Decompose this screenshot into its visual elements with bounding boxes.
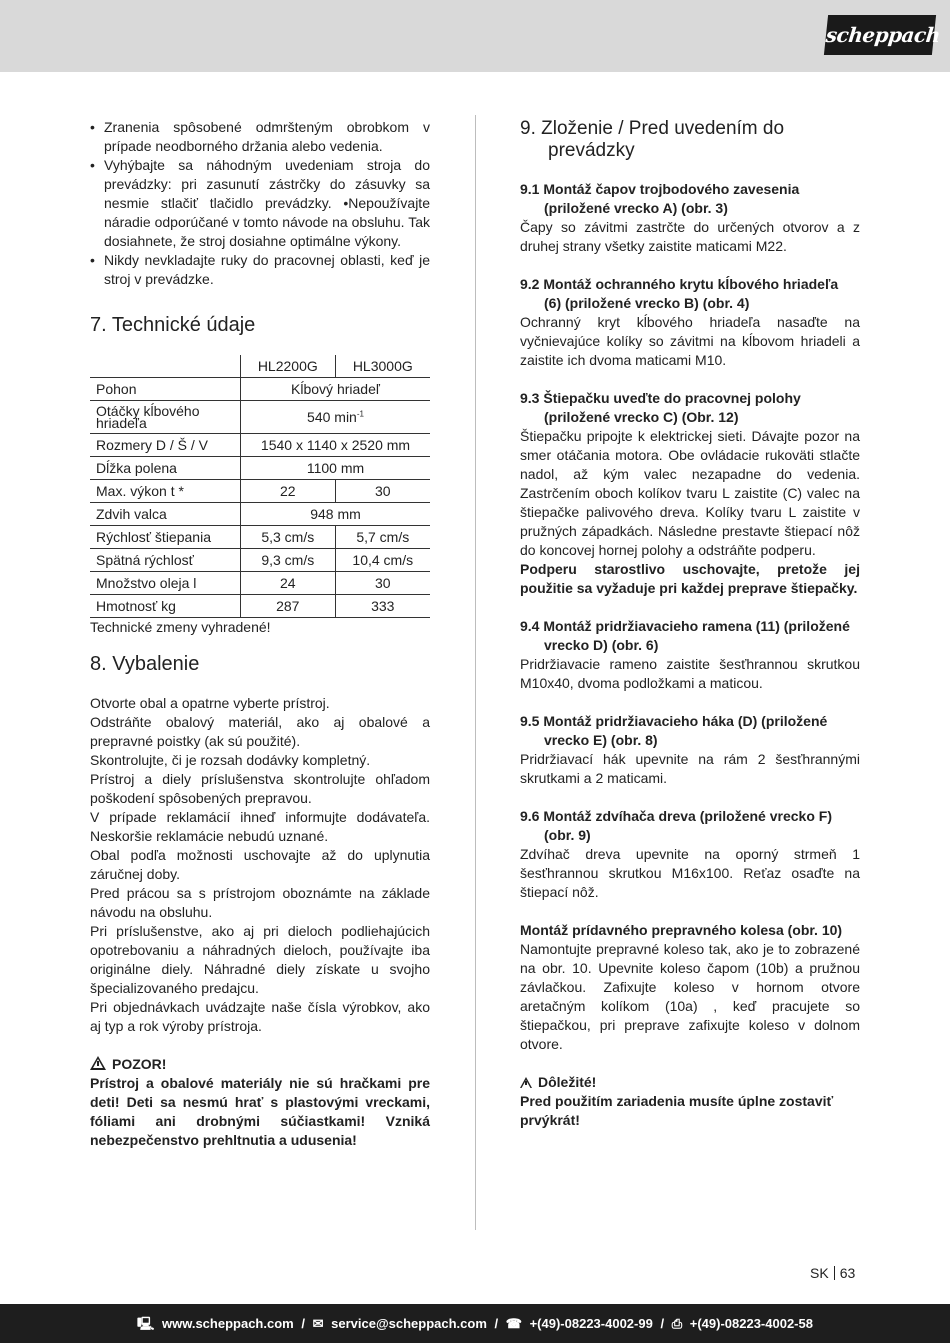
subsection-title-cont: (obr. 9) <box>544 827 591 843</box>
paragraph: Odstráňte obalový materiál, ako aj obalové a prepravné poistky (ak sú použité). <box>90 714 430 749</box>
warning-text: Prístroj a obalové materiály nie sú hračkami pre deti! Deti sa nesmú hrať s plastovými vreckami, fóliami ani drobnými súčiastkami! Vzniká nebezpečenstvo prehltnutia a udusenia! <box>90 1075 430 1148</box>
bold-note: Podperu starostlivo uschovajte, pretože jej použitie sa vyžaduje pri každej preprave štiepačky. <box>520 561 860 596</box>
subsection-9-4 <box>520 617 860 693</box>
paragraph: Pred prácou sa s prístrojom oboznámte na základe návodu na obsluhu. <box>90 885 430 920</box>
paragraph: Skontrolujte, či je rozsah dodávky kompletný. <box>90 752 371 768</box>
table-header-row <box>90 355 430 378</box>
page-footer: 🖳 www.scheppach.com / ✉ service@scheppach.com / ☎ +(49)-08223-4002-99 / ⎙ +(49)-08223-4002-58 <box>0 1304 950 1343</box>
language-code: SK <box>810 1265 829 1281</box>
subsection-9-6 <box>520 807 860 902</box>
list-item: • Vyhýbajte sa náhodným uvedeniam stroja do prevádzky: pri zasunutí zástrčky do zásuvky sa nesmie stlačiť tlačidlo prevádzky. •Nepoužívajte náradie odporúčané v tomto návode na obsluhu. Tak dosiahnete, že stroj dosiahne optimálne výkony. <box>90 156 430 251</box>
transport-wheel-section <box>520 921 860 1054</box>
subsection-title: 9.6 Montáž zdvíhača dreva (priložené vrecko F) <box>520 808 832 824</box>
column-header-hl2200g: HL2200G <box>241 355 336 378</box>
subsection-title: 9.2 Montáž ochranného krytu kĺbového hriadeľa <box>520 276 839 292</box>
table-row: Pohon Kĺbový hriadeľ <box>90 378 430 401</box>
paragraph: Pri príslušenstve, ako aj pri dieloch podliehajúcich opotrebovaniu a náhradných dieloch, používajte iba originálne diely. Náhradné diely získate u svojho špecializovaného predajcu. <box>90 923 430 996</box>
subsection-title-cont: vrecko E) (obr. 8) <box>544 732 658 748</box>
page-number <box>810 1265 855 1281</box>
warning-triangle-icon <box>520 1077 532 1088</box>
subsection-title-cont: (6) (priložené vrecko B) (obr. 4) <box>544 295 750 311</box>
subsection-9-3 <box>520 389 860 598</box>
subsection-title-cont: (priložené vrecko A) (obr. 3) <box>544 200 728 216</box>
important-text: Pred použitím zariadenia musíte úplne zostaviť prvýkrát! <box>520 1093 834 1128</box>
section-9-heading: 9. Zloženie / Pred uvedením do prevádzky <box>520 118 785 161</box>
list-item: • Nikdy nevkladajte ruky do pracovnej oblasti, keď je stroj v prevádzke. <box>90 251 430 289</box>
email-link[interactable]: service@scheppach.com <box>331 1316 487 1331</box>
subsection-9-1 <box>520 180 860 256</box>
paragraph: V prípade reklamácií ihneď informujte dodávateľa. Neskoršie reklamácie nebudú uznané. <box>90 809 430 844</box>
brand-logo: scheppach <box>824 15 936 55</box>
paragraph: Otvorte obal a opatrne vyberte prístroj. <box>90 695 330 711</box>
paragraph: Namontujte prepravné koleso tak, ako je to zobrazené na obr. 10. Upevnite koleso čapom (10b) a pružnou závlačkou. Zafixujte koleso v hornom otvore aretačným kolíkom (10a) , keď pracujete so štiepačkou, pri preprave zafixujte koleso v dolnom otvore. <box>520 941 860 1052</box>
subsection-title: 9.4 Montáž pridržiavacieho ramena (11) (priložené <box>520 618 850 634</box>
specs-table <box>90 355 430 618</box>
table-row: Hmotnosť kg 287 333 <box>90 595 430 618</box>
subsection-title-cont: vrecko D) (obr. 6) <box>544 637 659 653</box>
table-row: Rýchlosť štiepania 5,3 cm/s 5,7 cm/s <box>90 526 430 549</box>
table-row: Max. výkon t * 22 30 <box>90 480 430 503</box>
section-8-heading: 8. Vybalenie <box>90 653 200 675</box>
subsection-title: 9.5 Montáž pridržiavacieho háka (D) (priložené <box>520 713 828 729</box>
warning-triangle-icon <box>90 1056 106 1070</box>
subsection-9-5 <box>520 712 860 788</box>
subsection-title: Montáž prídavného prepravného kolesa (obr. 10) <box>520 922 843 938</box>
subsection-9-2 <box>520 275 860 370</box>
page-header <box>0 0 950 72</box>
column-divider <box>475 115 476 1230</box>
paragraph: Obal podľa možnosti uschovajte až do uplynutia záručnej doby. <box>90 847 430 882</box>
paragraph: Pri objednávkach uvádzajte naše čísla výrobkov, ako aj typ a rok výroby prístroja. <box>90 999 430 1034</box>
phone-icon: ☎ <box>505 1316 522 1331</box>
column-header-hl3000g: HL3000G <box>335 355 430 378</box>
monitor-icon: 🖳 <box>137 1316 155 1331</box>
paragraph: Zdvíhač dreva upevnite na oporný strmeň 1 šesťhrannou skrutkou M16x100. Reťaz osaďte na štiepací nôž. <box>520 846 860 900</box>
important-title: Dôležité! <box>538 1074 597 1090</box>
fax-number: +(49)-08223-4002-58 <box>689 1316 813 1331</box>
warning-block <box>90 1055 430 1150</box>
email-icon: ✉ <box>312 1316 324 1331</box>
left-column <box>90 118 430 1150</box>
paragraph: Čapy so závitmi zastrčte do určených otvorov a z druhej strany všetky zaistite maticami M22. <box>520 219 860 254</box>
paragraph: Štiepačku pripojte k elektrickej sieti. Dávajte pozor na smer otáčania motora. Obe ovládacie rukoväti stlačte nadol, až kým valec nezapadne do vedenia. Zastrčením oboch kolíkov tvaru L zaistite (C) valec na štiepačke palivového dreva. Kolíky tvaru L zaistite v pružných západkách. Následne prestavte štiepací nôž do koncovej hornej polohy a odstráňte podperu. <box>520 428 860 558</box>
right-column <box>520 118 860 1130</box>
subsection-title: 9.3 Štiepačku uveďte do pracovnej polohy <box>520 390 801 406</box>
table-row: Dĺžka polena 1100 mm <box>90 457 430 480</box>
warning-title: POZOR! <box>112 1056 167 1072</box>
important-block <box>520 1073 860 1130</box>
table-row: Množstvo oleja l 24 30 <box>90 572 430 595</box>
website-link[interactable]: www.scheppach.com <box>161 1316 294 1331</box>
table-note: Technické zmeny vyhradené! <box>90 619 271 635</box>
unpacking-text <box>90 694 430 1036</box>
subsection-title: 9.1 Montáž čapov trojbodového zavesenia <box>520 181 800 197</box>
table-row: Spätná rýchlosť 9,3 cm/s 10,4 cm/s <box>90 549 430 572</box>
paragraph: Ochranný kryt kĺbového hriadeľa nasaďte na vyčnievajúce kolíky so závitmi na kĺbovom hriadeli a zaistite ich dvoma maticami M10. <box>520 314 860 368</box>
paragraph: Pridržiavacie rameno zaistite šesťhrannou skrutkou M10x40, dvoma podložkami a maticou. <box>520 656 860 691</box>
phone-number: +(49)-08223-4002-99 <box>529 1316 653 1331</box>
fax-icon: ⎙ <box>671 1316 683 1331</box>
table-row: Otáčky kĺbového hriadeľa 540 $\min^{-1}$ <box>90 401 430 434</box>
paragraph: Pridržiavací hák upevnite na rám 2 šesťhrannými skrutkami a 2 maticami. <box>520 751 860 786</box>
safety-bullet-list <box>90 118 430 289</box>
table-row: Zdvih valca 948 mm <box>90 503 430 526</box>
page-num: 63 <box>839 1265 856 1281</box>
section-7-heading: 7. Technické údaje <box>90 314 256 336</box>
subsection-title-cont: (priložené vrecko C) (Obr. 12) <box>544 409 739 425</box>
table-row: Rozmery D / Š / V 1540 x 1140 x 2520 mm <box>90 434 430 457</box>
paragraph: Prístroj a diely príslušenstva skontrolujte ohľadom poškodení spôsobených prepravou. <box>90 771 430 806</box>
list-item: • Zranenia spôsobené odmršteným obrobkom v prípade neodborného držania alebo vedenia. <box>90 118 430 156</box>
